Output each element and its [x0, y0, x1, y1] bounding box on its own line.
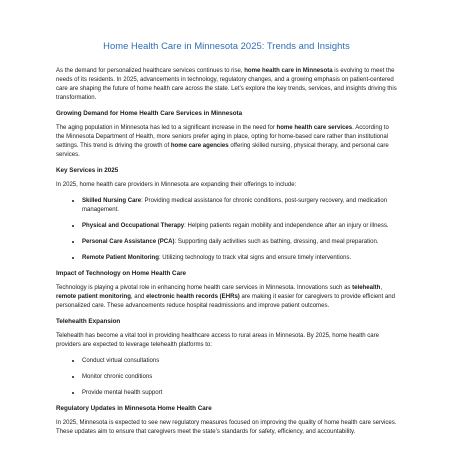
intro-bold-keyword: home health care in Minnesota: [244, 68, 333, 74]
service-item-skilled-nursing: [82, 196, 397, 215]
list-item: • Monitor chronic conditions: [82, 372, 397, 382]
intro-text-2: is evolving to meet the needs of its residents. In 2025, advancements in technology, regulatory changes, and a growing emphasis on patient-centered care are shaping the future of home health care across the state. Let’s explore the key trends, services, and insights driving this transformation.: [56, 68, 397, 101]
service-name: Skilled Nursing Care: [82, 198, 142, 204]
service-desc: : Helping patients regain mobility and independence after an injury or illness.: [184, 223, 389, 229]
intro-text-1: As the demand for personalized healthcare services continues to rise,: [56, 68, 245, 74]
tech-bold-rpm: remote patient monitoring: [56, 294, 131, 300]
growing-text-3: offering skilled nursing, physical therapy, and personal care services.: [56, 143, 389, 158]
telehealth-paragraph: Telehealth has become a vital tool in providing healthcare access to rural areas in Minnesota. By 2025, home health care providers are expected to leverage telehealth platforms to:: [56, 333, 380, 348]
key-services-intro: In 2025, home health care providers in Minnesota are expanding their offerings to include:: [56, 182, 297, 188]
list-item: • Conduct virtual consultations: [82, 356, 397, 366]
technology-heading: Impact of Technology on Home Health Care: [56, 270, 187, 277]
key-services-heading: Key Services in 2025: [56, 167, 119, 174]
service-name: Personal Care Assistance (PCA): [82, 239, 175, 245]
service-name: Remote Patient Monitoring: [82, 255, 159, 261]
tech-text-2: are making it easier for caregivers to provide efficient and personalized care. These advancements reduce hospital readmissions and improve patient outcomes.: [56, 294, 395, 309]
service-desc: : Providing medical assistance for chronic conditions, post-surgery recovery, and medication management.: [82, 198, 388, 213]
tech-text-1: Technology is playing a pivotal role in enhancing home health care services in Minnesota. Innovations such as: [56, 285, 353, 291]
tech-bold-telehealth: telehealth: [352, 285, 381, 291]
document-title: Home Health Care in Minnesota 2025: Trends and Insights: [103, 40, 350, 51]
tech-sep-2: , and: [130, 294, 147, 300]
growing-demand-heading: Growing Demand for Home Health Care Services in Minnesota: [56, 110, 243, 117]
growing-demand-paragraph: [56, 124, 397, 160]
service-desc: : Supporting daily activities such as bathing, dressing, and meal preparation.: [174, 239, 379, 245]
growing-bold-2: home care agencies: [170, 143, 229, 149]
regulatory-heading: Regulatory Updates in Minnesota Home Health Care: [56, 405, 212, 412]
growing-bold-1: home health care services: [276, 125, 353, 131]
technology-paragraph: [56, 284, 397, 311]
telehealth-heading: Telehealth Expansion: [56, 318, 121, 325]
regulatory-paragraph: In 2025, Minnesota is expected to see new regulatory measures focused on improving the quality of home health care services. These updates aim to ensure that caregivers meet the state’s standards for safety, efficiency, and accountability.: [56, 420, 397, 435]
tech-sep-1: ,: [380, 285, 383, 291]
tech-bold-ehr: electronic health records (EHRs): [146, 294, 240, 300]
service-item-pca: [82, 237, 397, 247]
service-item-remote-monitoring: [82, 253, 397, 263]
services-list: [56, 196, 397, 263]
service-name: Physical and Occupational Therapy: [82, 223, 185, 229]
growing-text-1: The aging population in Minnesota has led to a significant increase in the need for: [56, 125, 277, 131]
telehealth-list: [56, 356, 397, 398]
intro-paragraph: [56, 67, 397, 103]
service-desc: : Utilizing technology to track vital signs and ensure timely interventions.: [158, 255, 352, 261]
service-item-therapy: [82, 221, 397, 231]
list-item: • Provide mental health support: [82, 388, 397, 398]
growing-text-2: . According to the Minnesota Department of Health, more seniors prefer aging in place, opting for home-based care rather than institutional settings. This trend is driving the growth of: [56, 125, 389, 149]
